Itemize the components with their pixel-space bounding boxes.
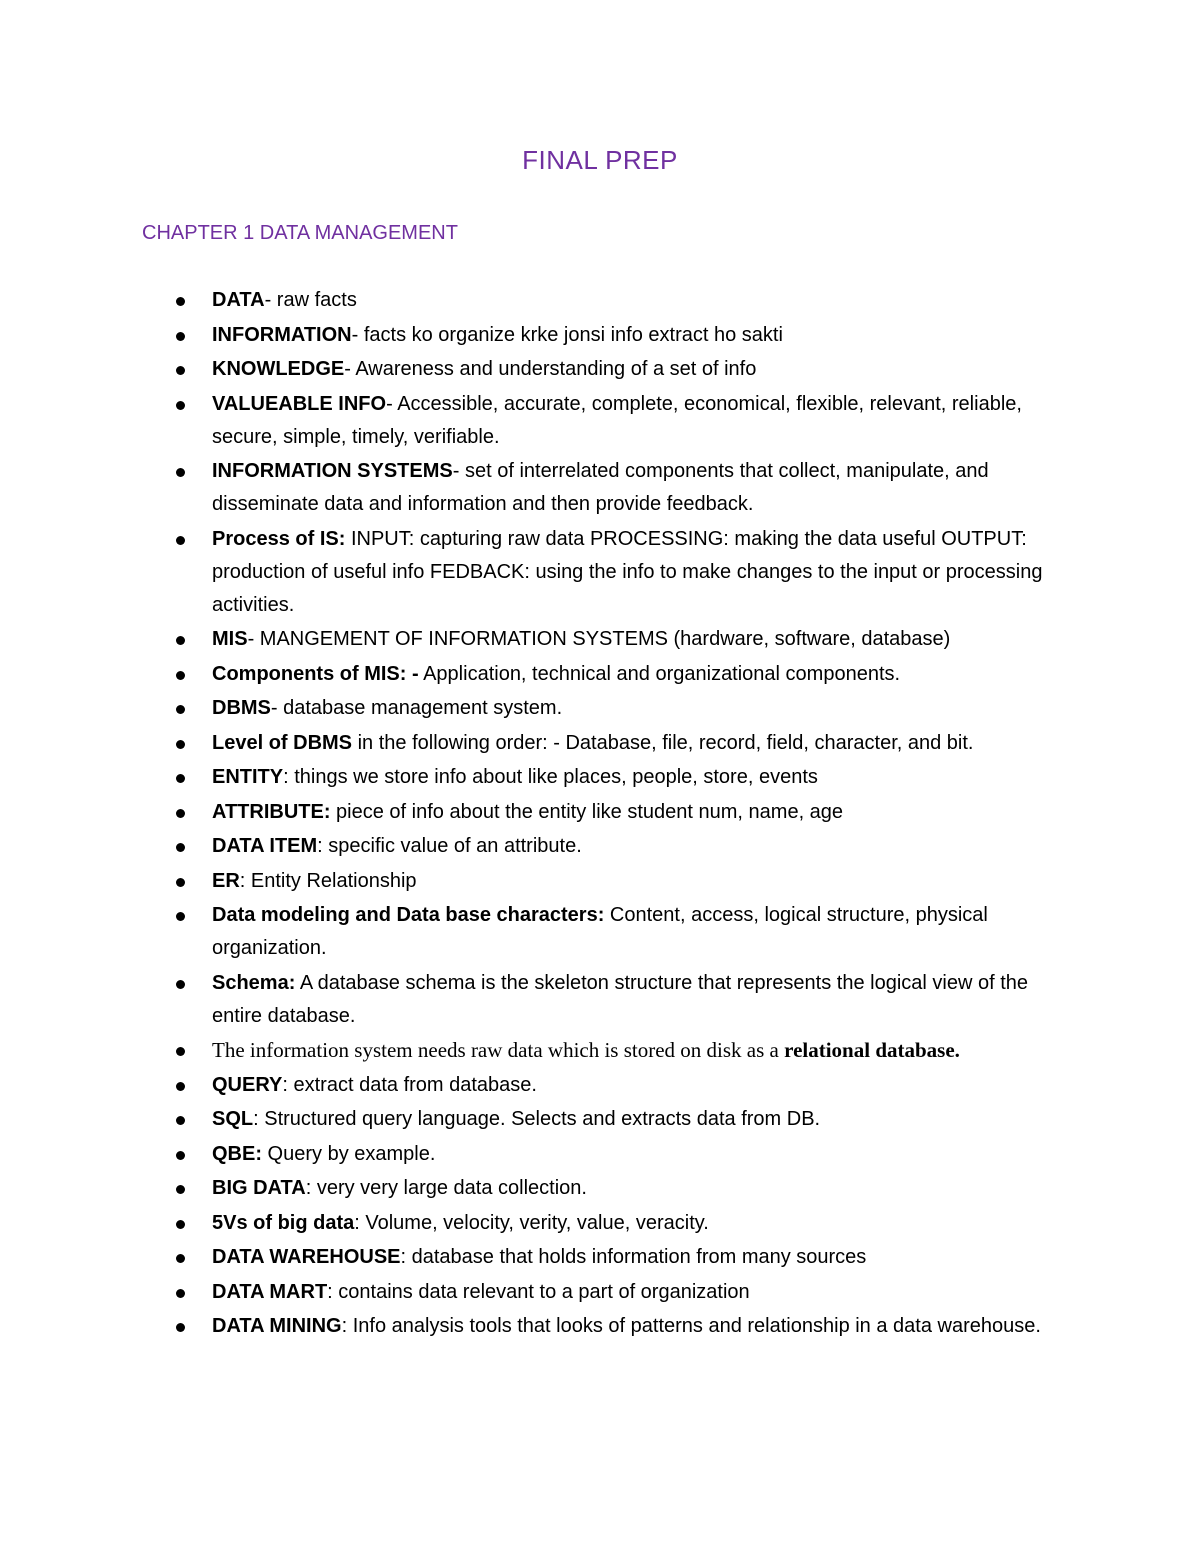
bullet-icon bbox=[176, 1185, 185, 1194]
item-text: in the following order: - Database, file, record, field, character, and bit. bbox=[352, 731, 974, 754]
list-item bbox=[174, 388, 1074, 454]
item-term: DBMS bbox=[212, 697, 271, 719]
page-title: FINAL PREP bbox=[522, 145, 678, 175]
item-term: DATA WAREHOUSE bbox=[212, 1246, 401, 1268]
list-item bbox=[174, 1207, 1074, 1240]
item-term: BIG DATA bbox=[212, 1177, 306, 1199]
item-text: : things we store info about like places, people, store, events bbox=[283, 766, 818, 788]
item-text: - Awareness and understanding of a set of info bbox=[344, 358, 757, 380]
bullet-icon bbox=[176, 1220, 185, 1229]
bullet-icon bbox=[176, 468, 185, 477]
item-term: Schema: bbox=[212, 971, 296, 994]
item-text: - database management system. bbox=[270, 697, 563, 719]
item-text: Query by example. bbox=[262, 1142, 436, 1165]
list-item bbox=[174, 1069, 1074, 1102]
item-term: Process of IS: bbox=[212, 527, 346, 550]
item-term: Level of DBMS bbox=[212, 731, 353, 754]
bullet-icon bbox=[176, 1116, 185, 1125]
bullet-icon bbox=[176, 1082, 185, 1091]
bullet-icon bbox=[176, 297, 185, 306]
bullet-icon bbox=[176, 536, 185, 545]
item-text: piece of info about the entity like student num, name, age bbox=[330, 800, 844, 823]
list-item bbox=[174, 967, 1074, 1033]
list-item bbox=[174, 353, 1074, 386]
bullet-icon bbox=[176, 636, 185, 645]
item-term: Data modeling and Data base characters: bbox=[212, 904, 605, 926]
list-item bbox=[174, 523, 1074, 622]
item-text: - raw facts bbox=[264, 289, 357, 311]
list-item bbox=[174, 1241, 1074, 1274]
item-term: QBE: bbox=[212, 1142, 262, 1165]
list-item bbox=[174, 899, 1074, 965]
item-text: - facts ko organize krke jonsi info extract ho sakti bbox=[351, 323, 783, 346]
bullet-icon bbox=[176, 1047, 185, 1056]
item-term: INFORMATION bbox=[212, 323, 352, 346]
item-term: DATA MINING bbox=[212, 1315, 342, 1337]
item-term: VALUEABLE INFO bbox=[212, 392, 387, 415]
list-item bbox=[174, 1172, 1074, 1205]
item-term: KNOWLEDGE bbox=[212, 358, 345, 380]
list-item bbox=[174, 319, 1074, 352]
item-term: ENTITY bbox=[212, 766, 284, 788]
item-text: A database schema is the skeleton structure that represents the logical view of the entire database. bbox=[212, 971, 1029, 1027]
item-text: : contains data relevant to a part of organization bbox=[327, 1280, 750, 1303]
bullet-icon bbox=[176, 809, 185, 818]
bullet-icon bbox=[176, 912, 185, 921]
bullet-icon bbox=[176, 980, 185, 989]
item-text: - MANGEMENT OF INFORMATION SYSTEMS (hardware, software, database) bbox=[247, 628, 951, 650]
item-term-emphasis: relational database. bbox=[784, 1038, 960, 1062]
item-term: DATA MART bbox=[212, 1280, 328, 1303]
list-item bbox=[174, 284, 1074, 317]
item-term: ER bbox=[212, 869, 240, 892]
item-text: : Info analysis tools that looks of patterns and relationship in a data warehouse. bbox=[341, 1315, 1041, 1337]
list-item bbox=[174, 830, 1074, 863]
item-text: Application, technical and organizational components. bbox=[418, 662, 901, 685]
list-item bbox=[174, 1138, 1074, 1171]
item-text: INPUT: capturing raw data PROCESSING: making the data useful OUTPUT: production of useful info FEDBACK: using the info to make changes to the input or processing activities. bbox=[212, 527, 1043, 616]
item-text: - set of interrelated components that collect, manipulate, and disseminate data and information and then provide feedback. bbox=[212, 460, 989, 515]
item-text: : database that holds information from many sources bbox=[400, 1246, 867, 1268]
item-term: ATTRIBUTE: bbox=[212, 800, 331, 823]
bullet-icon bbox=[176, 1323, 185, 1332]
item-text: Content, access, logical structure, physical organization. bbox=[212, 904, 988, 959]
list-item bbox=[174, 1310, 1074, 1343]
list-item bbox=[174, 865, 1074, 898]
bullet-icon bbox=[176, 366, 185, 375]
item-text: The information system needs raw data which is stored on disk as a bbox=[212, 1038, 785, 1062]
list-item bbox=[174, 1276, 1074, 1309]
bullet-icon bbox=[176, 401, 185, 410]
list-item bbox=[174, 1103, 1074, 1136]
list-item bbox=[174, 692, 1074, 725]
item-term: INFORMATION SYSTEMS bbox=[212, 460, 453, 482]
list-item bbox=[174, 727, 1074, 760]
item-term: SQL bbox=[212, 1108, 254, 1130]
list-item bbox=[174, 623, 1074, 656]
item-text: : Entity Relationship bbox=[239, 869, 417, 892]
list-item bbox=[174, 658, 1074, 691]
item-term: DATA ITEM bbox=[212, 835, 318, 857]
bullet-icon bbox=[176, 671, 185, 680]
list-item bbox=[174, 1034, 1074, 1067]
bullet-icon bbox=[176, 843, 185, 852]
bullet-icon bbox=[176, 878, 185, 887]
bullet-icon bbox=[176, 1254, 185, 1263]
item-term: 5Vs of big data bbox=[212, 1211, 355, 1234]
bullet-icon bbox=[176, 740, 185, 749]
item-term: QUERY bbox=[212, 1073, 283, 1096]
bullet-icon bbox=[176, 705, 185, 714]
list-item bbox=[174, 796, 1074, 829]
list-item bbox=[174, 455, 1074, 521]
bullet-icon bbox=[176, 1151, 185, 1160]
item-text: : Volume, velocity, verity, value, veracity. bbox=[354, 1211, 709, 1234]
bullet-icon bbox=[176, 774, 185, 783]
item-term: Components of MIS: - bbox=[212, 662, 419, 685]
chapter-heading: CHAPTER 1 DATA MANAGEMENT bbox=[142, 222, 458, 244]
list-item bbox=[174, 761, 1074, 794]
bullet-icon bbox=[176, 332, 185, 341]
item-text: : Structured query language. Selects and extracts data from DB. bbox=[253, 1108, 821, 1130]
item-text: - Accessible, accurate, complete, economical, flexible, relevant, reliable, secure, simple, timely, verifiable. bbox=[212, 392, 1022, 448]
item-term: MIS bbox=[212, 628, 248, 650]
item-text: : very very large data collection. bbox=[305, 1177, 587, 1199]
item-term: DATA bbox=[212, 289, 265, 311]
bullet-icon bbox=[176, 1289, 185, 1298]
item-text: : extract data from database. bbox=[282, 1073, 537, 1096]
item-text: : specific value of an attribute. bbox=[317, 835, 582, 857]
bullet-list bbox=[174, 284, 1074, 1345]
